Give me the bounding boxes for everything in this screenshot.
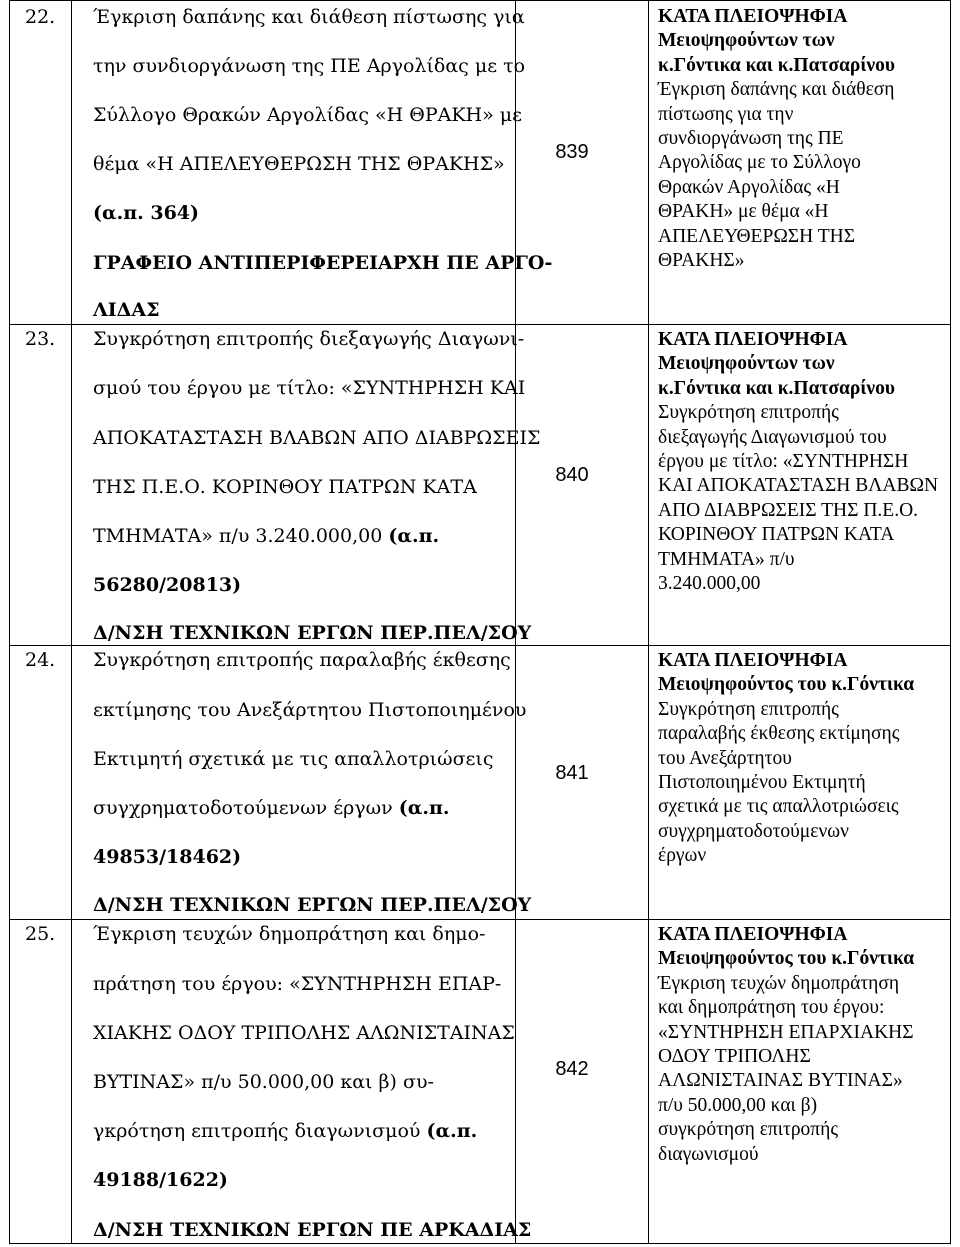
decision-line: Έγκριση δαπάνης και διάθεση (658, 79, 895, 101)
decision-line: συγχρηματοδοτούμενων (658, 820, 849, 842)
decision-line: Συγκρότηση επιτροπής (658, 698, 839, 720)
decision-line: πίστωσης για την (658, 103, 794, 125)
decision-line: Θρακών Αργολίδας «Η (658, 176, 840, 198)
vote-result: ΚΑΤΑ ΠΛΕΙΟΨΗΦΙΑ (658, 6, 848, 27)
decision-line: και δημοπράτηση του έργου: (658, 997, 885, 1019)
item-department: ΛΙΔΑΣ (93, 299, 160, 321)
item-text-line: πράτηση του έργου: «ΣΥΝΤΗΡΗΣΗ ΕΠΑΡ- (93, 973, 502, 995)
item-department: Δ/ΝΣΗ ΤΕΧΝΙΚΩΝ ΕΡΓΩΝ ΠΕΡ.ΠΕΛ/ΣΟΥ (93, 894, 532, 916)
decision-text (658, 923, 948, 1167)
decision-line: ΤΜΗΜΑΤΑ» π/υ (658, 548, 795, 570)
decision-line: ΚΑΙ ΑΠΟΚΑΤΑΣΤΑΣΗ ΒΛΑΒΩΝ (658, 475, 939, 497)
decision-line: ΑΠΕΛΕΥΘΕΡΩΣΗ ΤΗΣ (658, 225, 856, 247)
item-text-line: Συγκρότηση επιτροπής διεξαγωγής Διαγωνι- (93, 328, 525, 350)
decision-code: 842 (555, 1058, 589, 1080)
item-text-line: ΤΗΣ Π.Ε.Ο. ΚΟΡΙΝΘΟΥ ΠΑΤΡΩΝ ΚΑΤΑ (93, 476, 477, 498)
decision-code: 840 (555, 464, 589, 486)
decision-line: ΑΠΟ ΔΙΑΒΡΩΣΕΙΣ ΤΗΣ Π.Ε.Ο. (658, 499, 919, 521)
decision-line: 3.240.000,00 (658, 573, 761, 595)
item-protocol-label: (α.π. (388, 525, 440, 547)
vote-minority: Μειοψηφούντων των (658, 30, 835, 52)
item-text-line: Έγκριση δαπάνης και διάθεση πίστωσης για (93, 6, 525, 28)
vote-minority: Μειοψηφούντων των (658, 353, 835, 375)
item-description (9, 0, 553, 323)
item-text-line: Έγκριση τευχών δημοπράτηση και δημο- (93, 923, 486, 945)
item-text-line: Συγκρότηση επιτροπής παραλαβής έκθεσης (93, 649, 511, 671)
item-description (9, 918, 532, 1244)
item-text-line: ΤΜΗΜΑΤΑ» π/υ 3.240.000,00 (93, 525, 383, 547)
decision-line: Συγκρότηση επιτροπής (658, 402, 839, 424)
vote-result: ΚΑΤΑ ΠΛΕΙΟΨΗΦΙΑ (658, 924, 848, 945)
item-text-line: Εκτιμητή σχετικά με τις απαλλοτριώσεις (93, 748, 494, 770)
item-protocol-label: (α.π. (426, 1120, 478, 1142)
vote-result: ΚΑΤΑ ΠΛΕΙΟΨΗΦΙΑ (658, 329, 848, 350)
decision-text (658, 5, 948, 273)
decision-line: ΘΡΑΚΗ» με θέμα «Η (658, 201, 829, 223)
item-number: 23. (25, 328, 56, 350)
decision-line: σχετικά με τις απαλλοτριώσεις (658, 796, 899, 818)
vote-minority-members: κ.Γόντικα και κ.Πατσαρίνου (658, 377, 895, 399)
decision-line: του Ανεξάρτητου (658, 747, 792, 769)
item-number: 22. (25, 6, 56, 28)
vote-minority: Μειοψηφούντος του κ.Γόντικα (658, 674, 915, 696)
item-department: Δ/ΝΣΗ ΤΕΧΝΙΚΩΝ ΕΡΓΩΝ ΠΕΡ.ΠΕΛ/ΣΟΥ (93, 622, 532, 644)
decision-line: διεξαγωγής Διαγωνισμού του (658, 426, 887, 448)
item-text-line: την συνδιοργάνωση της ΠΕ Αργολίδας με το (93, 55, 526, 77)
item-text-line: σμού του έργου με τίτλο: «ΣΥΝΤΗΡΗΣΗ ΚΑΙ (93, 377, 526, 399)
item-text-line: συγχρηματοδοτούμενων έργων (93, 797, 393, 819)
decision-line: ΘΡΑΚΗΣ» (658, 250, 745, 272)
vote-result: ΚΑΤΑ ΠΛΕΙΟΨΗΦΙΑ (658, 650, 848, 671)
decision-line: έργων (658, 845, 707, 867)
decision-line: ΟΔΟΥ ΤΡΙΠΟΛΗΣ (658, 1046, 811, 1068)
decision-line: Αργολίδας με το Σύλλογο (658, 152, 861, 174)
item-protocol-number: 49188/1622) (93, 1169, 228, 1191)
item-text-line: ΑΠΟΚΑΤΑΣΤΑΣΗ ΒΛΑΒΩΝ ΑΠΟ ΔΙΑΒΡΩΣΕΙΣ (93, 427, 541, 449)
decision-text (658, 649, 948, 869)
item-text-line: ΧΙΑΚΗΣ ΟΔΟΥ ΤΡΙΠΟΛΗΣ ΑΛΩΝΙΣΤΑΙΝΑΣ (93, 1022, 515, 1044)
column-divider (648, 1, 649, 1243)
item-text-line: γκρότηση επιτροπής διαγωνισμού (93, 1120, 421, 1142)
decision-line: ΑΛΩΝΙΣΤΑΙΝΑΣ ΒΥΤΙΝΑΣ» (658, 1070, 903, 1092)
item-description (9, 644, 532, 918)
vote-minority-members: κ.Γόντικα και κ.Πατσαρίνου (658, 54, 895, 76)
item-text-line: εκτίμησης του Ανεξάρτητου Πιστοποιημένου (93, 699, 527, 721)
item-number: 25. (25, 923, 56, 945)
decision-line: έργου με τίτλο: «ΣΥΝΤΗΡΗΣΗ (658, 451, 909, 473)
item-department: ΓΡΑΦΕΙΟ ΑΝΤΙΠΕΡΙΦΕΡΕΙΑΡΧΗ ΠΕ ΑΡΓΟ- (93, 252, 553, 274)
item-protocol-number: 49853/18462) (93, 846, 242, 868)
decision-line: π/υ 50.000,00 και β) (658, 1094, 818, 1116)
item-number: 24. (25, 649, 56, 671)
decision-code: 841 (555, 762, 589, 784)
decision-line: ΚΟΡΙΝΘΟΥ ΠΑΤΡΩΝ ΚΑΤΑ (658, 524, 895, 546)
item-protocol-number: 56280/20813) (93, 574, 242, 596)
vote-minority: Μειοψηφούντος του κ.Γόντικα (658, 948, 915, 970)
decision-line: Πιστοποιημένου Εκτιμητή (658, 772, 866, 794)
decision-code: 839 (555, 141, 589, 163)
item-description (9, 323, 541, 644)
decision-text (658, 328, 948, 596)
decision-line: συγκρότηση επιτροπής (658, 1119, 839, 1141)
item-protocol-number: (α.π. 364) (93, 202, 200, 224)
decision-line: διαγωνισμού (658, 1143, 759, 1165)
item-text-line: θέμα «Η ΑΠΕΛΕΥΘΕΡΩΣΗ ΤΗΣ ΘΡΑΚΗΣ» (93, 153, 505, 175)
decision-line: «ΣΥΝΤΗΡΗΣΗ ΕΠΑΡΧΙΑΚΗΣ (658, 1021, 914, 1043)
decision-line: Έγκριση τευχών δημοπράτηση (658, 972, 900, 994)
item-protocol-label: (α.π. (398, 797, 450, 819)
decision-line: παραλαβής έκθεσης εκτίμησης (658, 723, 900, 745)
item-text-line: Σύλλογο Θρακών Αργολίδας «Η ΘΡΑΚΗ» με (93, 104, 522, 126)
decision-line: συνδιοργάνωση της ΠΕ (658, 128, 844, 150)
item-department: Δ/ΝΣΗ ΤΕΧΝΙΚΩΝ ΕΡΓΩΝ ΠΕ ΑΡΚΑΔΙΑΣ (93, 1219, 532, 1241)
item-text-line: ΒΥΤΙΝΑΣ» π/υ 50.000,00 και β) συ- (93, 1071, 434, 1093)
